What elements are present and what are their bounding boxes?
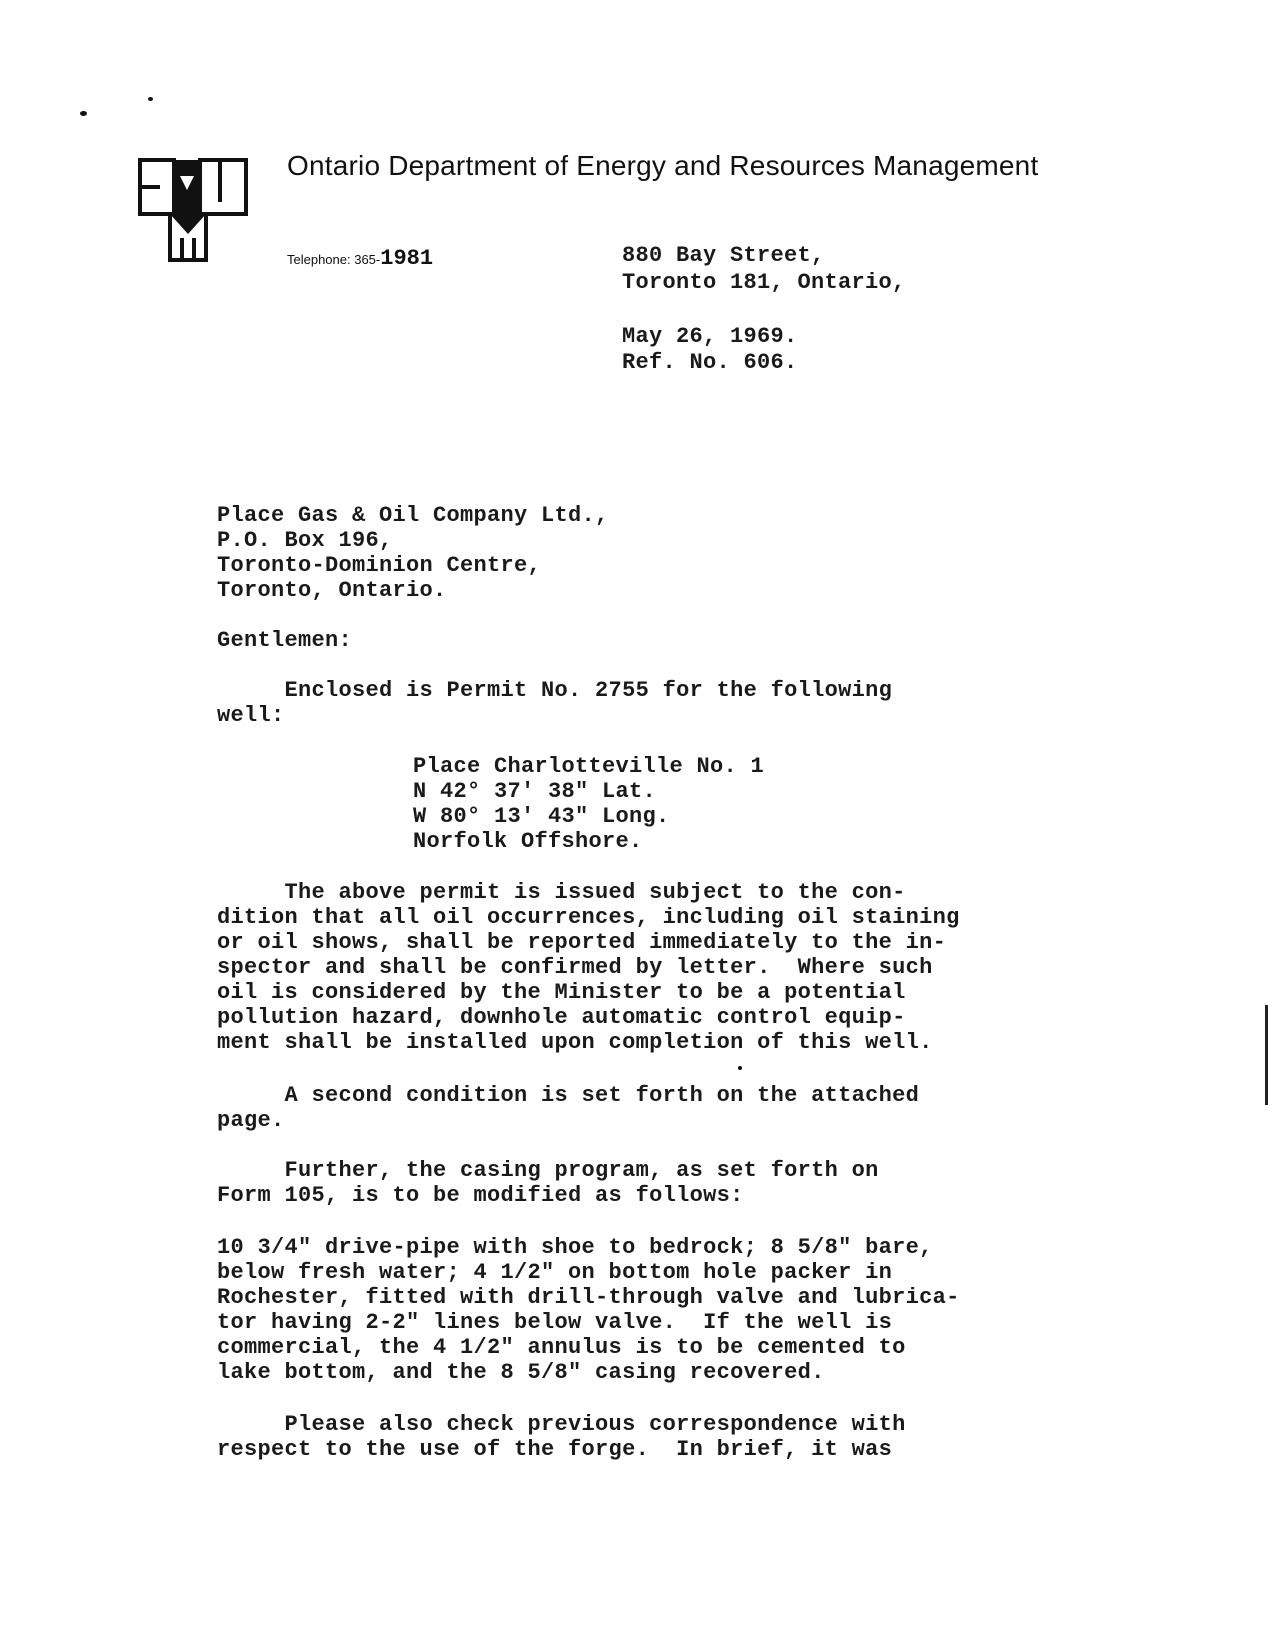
- casing-intro-line2: Form 105, is to be modified as follows:: [217, 1183, 744, 1208]
- condition-line6: pollution hazard, downhole automatic control equip-: [217, 1005, 906, 1030]
- forge-line2: respect to the use of the forge. In brief, it was: [217, 1437, 893, 1462]
- condition-line5: oil is considered by the Minister to be a potential: [217, 980, 906, 1005]
- scan-speck: [80, 111, 87, 116]
- casing-line4: tor having 2-2" lines below valve. If the well is: [217, 1310, 893, 1335]
- well-latitude: N 42° 37' 38" Lat.: [413, 779, 657, 804]
- scan-speck: [738, 1066, 742, 1070]
- casing-intro-line1: Further, the casing program, as set forth on: [217, 1158, 879, 1183]
- salutation: Gentlemen:: [217, 628, 353, 653]
- recipient-line2: P.O. Box 196,: [217, 528, 393, 553]
- sender-address-line2: Toronto 181, Ontario,: [622, 270, 906, 295]
- casing-line2: below fresh water; 4 1/2" on bottom hole packer in: [217, 1260, 893, 1285]
- telephone-number: 1981: [380, 246, 434, 271]
- sender-address-line1: 880 Bay Street,: [622, 243, 825, 268]
- recipient-line1: Place Gas & Oil Company Ltd.,: [217, 503, 609, 528]
- letter-date: May 26, 1969.: [622, 324, 798, 349]
- erm-logo: [138, 158, 248, 264]
- casing-line5: commercial, the 4 1/2" annulus is to be cemented to: [217, 1335, 906, 1360]
- well-longitude: W 80° 13' 43" Long.: [413, 804, 670, 829]
- casing-line3: Rochester, fitted with drill-through valve and lubrica-: [217, 1285, 960, 1310]
- intro-line2: well:: [217, 703, 285, 728]
- second-condition-line1: A second condition is set forth on the attached: [217, 1083, 920, 1108]
- condition-line2: dition that all oil occurrences, including oil staining: [217, 905, 960, 930]
- condition-line3: or oil shows, shall be reported immediately to the in-: [217, 930, 947, 955]
- casing-line1: 10 3/4" drive-pipe with shoe to bedrock; 8 5/8" bare,: [217, 1235, 933, 1260]
- reference-number: Ref. No. 606.: [622, 350, 798, 375]
- forge-line1: Please also check previous correspondence with: [217, 1412, 906, 1437]
- condition-line4: spector and shall be confirmed by letter. Where such: [217, 955, 933, 980]
- condition-line7: ment shall be installed upon completion of this well.: [217, 1030, 933, 1055]
- scan-speck: [148, 97, 153, 101]
- condition-line1: The above permit is issued subject to the con-: [217, 880, 906, 905]
- second-condition-line2: page.: [217, 1108, 285, 1133]
- recipient-line3: Toronto-Dominion Centre,: [217, 553, 542, 578]
- intro-line1: Enclosed is Permit No. 2755 for the following: [217, 678, 893, 703]
- recipient-line4: Toronto, Ontario.: [217, 578, 447, 603]
- casing-line6: lake bottom, and the 8 5/8" casing recovered.: [217, 1360, 825, 1385]
- telephone: [287, 246, 433, 271]
- telephone-label: Telephone: 365-: [287, 252, 381, 267]
- well-location: Norfolk Offshore.: [413, 829, 643, 854]
- department-title: Ontario Department of Energy and Resources Management: [287, 150, 1039, 181]
- well-name: Place Charlotteville No. 1: [413, 754, 765, 779]
